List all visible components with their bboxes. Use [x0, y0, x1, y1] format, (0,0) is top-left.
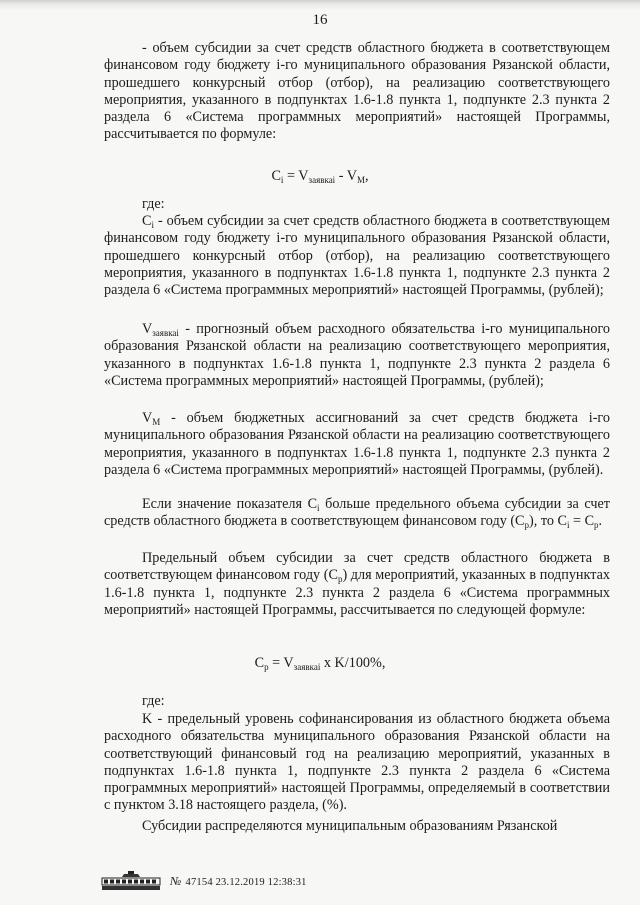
paragraph-distribution: Субсидии распределяются муниципальным образованиям Рязанской — [142, 818, 558, 834]
registration-number: № 47154 23.12.2019 12:38:31 — [170, 874, 307, 888]
definition-vm: $V_М$ - объем бюджетных ассигнований за счет средств бюджета i-го муниципального образования Рязанской области на реализацию соответствующего мероприятия, указанного в подпунктах 1.6-1.8 пункта 1, подпункте 2.3 пункта 2 раздела 6 «Система программных мероприятий» настоящей Программы, (рублей). — [104, 410, 610, 478]
document-footer — [100, 870, 540, 894]
page-number: 16 — [312, 12, 328, 28]
registry-stamp-icon — [100, 870, 162, 892]
formula-ci: $C_i = V_{заявкаi} - V_М$, — [271, 168, 369, 185]
where-label: где: — [142, 196, 165, 212]
paragraph-condition: Если значение показателя $C_i$ больше предельного объема субсидии за счет средств областного бюджета в соответствующем финансовом году $(C_p)$, то $C_i = C_p$. — [104, 496, 610, 531]
definition-v-zayavka: $V_{заявкаi}$ - прогнозный объем расходного обязательства i-го муниципального образования Рязанской области на реализацию соответствующего мероприятия, указанного в подпунктах 1.6-1.8 пункта 1, подпункте 2.3 пункта 2 раздела 6 «Система программных мероприятий» настоящей Программы, (рублей); — [104, 321, 610, 389]
paragraph-limit: Предельный объем субсидии за счет средств областного бюджета в соответствующем финансовом году $(C_p)$ для мероприятий, указанных в подпунктах 1.6-1.8 пункта 1, подпункте 2.3 пункта 2 раздела 6 «Система программных мероприятий» настоящей Программы, рассчитывается по следующей формуле: — [104, 550, 610, 618]
definition-ci: $C_i$ - объем субсидии за счет средств областного бюджета в соответствующем финансовом году бюджету i-го муниципального образования Рязанской области, прошедшего конкурсный отбор (отбор), на реализацию соответствующего мероприятия, указанного в подпунктах 1.6-1.8 пункта 1, подпункте 2.3 пункта 2 раздела 6 «Система программных мероприятий» настоящей Программы, (рублей); — [104, 213, 610, 299]
paragraph-subsidy-volume: - объем субсидии за счет средств областного бюджета в соответствующем финансовом году бюджету i-го муниципального образования Рязанской области, прошедшего конкурсный отбор (отбор), на реализацию соответствующего мероприятия, указанного в подпунктах 1.6-1.8 пункта 1, подпункте 2.3 пункта 2 раздела 6 «Система программных мероприятий» настоящей Программы, рассчитывается по формуле: — [104, 40, 610, 143]
where-label-2: где: — [142, 693, 165, 709]
formula-cp: $C_p = V_{заявкаi}$ x K/100%, — [254, 655, 386, 672]
definition-k: K - предельный уровень софинансирования из областного бюджета объема расходного обязательства муниципального образования Рязанской области на соответствующий финансовый год на реализацию мероприятий, указанных в подпунктах 1.6-1.8 пункта 1, подпункте 2.3 пункта 2 раздела 6 «Система программных мероприятий» настоящей Программы, определяемый в соответствии с пунктом 3.18 настоящего раздела, (%). — [104, 711, 610, 814]
scan-edge — [0, 0, 640, 10]
